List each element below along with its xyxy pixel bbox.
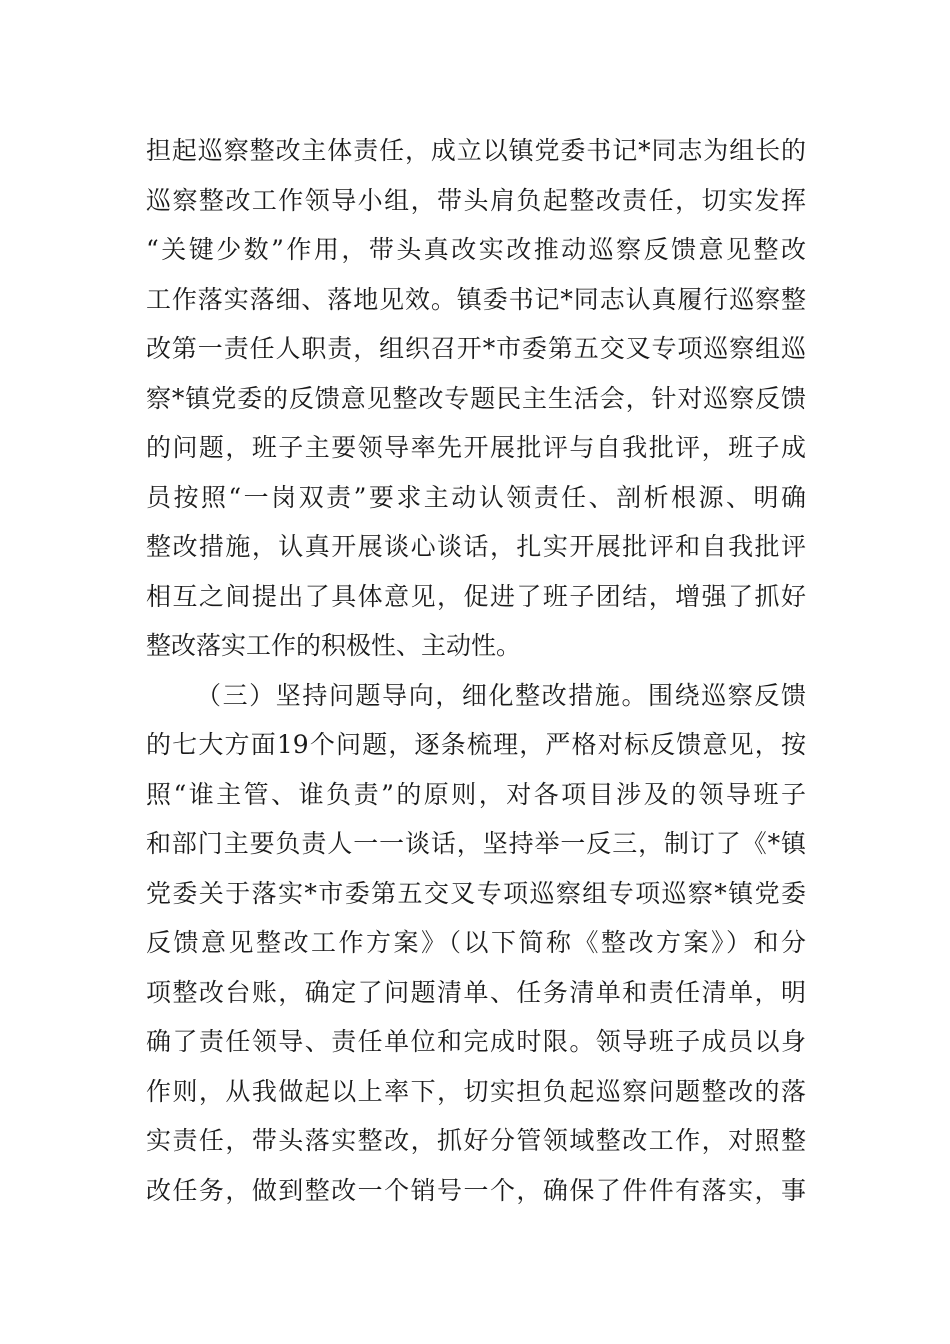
text-line: “关键少数”作用，带头真改实改推动巡察反馈意见整改 [146, 235, 806, 264]
text-line: 作则，从我做起以上率下，切实担负起巡察问题整改的落 [146, 1076, 806, 1106]
text-line: 和部门主要负责人一一谈话，坚持举一反三，制订了《*镇 [146, 829, 806, 858]
text-line: 巡察整改工作领导小组，带头肩负起整改责任，切实发挥 [146, 185, 806, 215]
text-line: 改任务，做到整改一个销号一个，确保了件件有落实，事 [146, 1175, 806, 1205]
text-line: 照“谁主管、谁负责”的原则，对各项目涉及的领导班子 [146, 779, 806, 809]
text-line: 确了责任领导、责任单位和完成时限。领导班子成员以身 [146, 1027, 806, 1056]
text-line: 担起巡察整改主体责任，成立以镇党委书记*同志为组长的 [146, 136, 806, 165]
text-line: 工作落实落细、落地见效。镇委书记*同志认真履行巡察整 [146, 284, 806, 314]
text-line: 实责任，带头落实整改，抓好分管领域整改工作，对照整 [146, 1126, 806, 1155]
text-line: 察*镇党委的反馈意见整改专题民主生活会，针对巡察反馈 [146, 383, 806, 413]
text-line: 反馈意见整改工作方案》（以下简称《整改方案》）和分 [146, 928, 806, 957]
text-line: 的问题，班子主要领导率先开展批评与自我批评，班子成 [146, 433, 806, 462]
body-text [146, 126, 806, 1215]
text-line: 党委关于落实*市委第五交叉专项巡察组专项巡察*镇党委 [146, 878, 806, 908]
text-line: 项整改台账，确定了问题清单、任务清单和责任清单，明 [146, 977, 806, 1007]
section-heading-line: （三）坚持问题导向，细化整改措施。围绕巡察反馈 [196, 680, 806, 710]
text-line: 的七大方面19个问题，逐条梳理，严格对标反馈意见，按 [146, 730, 806, 759]
text-line: 员按照“一岗双责”要求主动认领责任、剖析根源、明确 [146, 482, 806, 512]
paragraph-end-line: 整改落实工作的积极性、主动性。 [146, 631, 522, 660]
text-line: 整改措施，认真开展谈心谈话，扎实开展批评和自我批评 [146, 532, 806, 561]
text-line: 改第一责任人职责，组织召开*市委第五交叉专项巡察组巡 [146, 334, 806, 363]
text-line: 相互之间提出了具体意见，促进了班子团结，增强了抓好 [146, 581, 806, 611]
